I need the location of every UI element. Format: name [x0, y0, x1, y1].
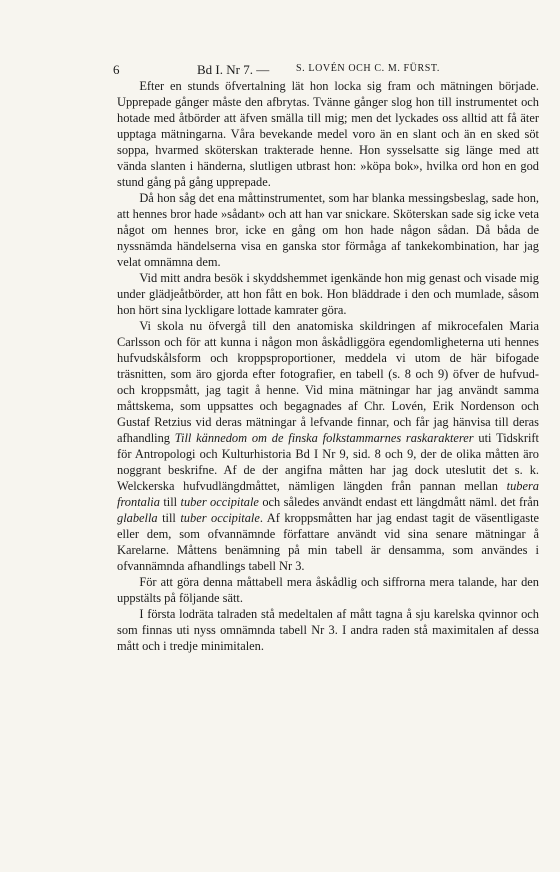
paragraph — [117, 574, 539, 606]
text-run: För att göra denna måttabell mera åskådlig och siffrorna mera talande, har den uppstälts på följande sätt. — [117, 575, 539, 605]
italic-citation: tuber occipitale — [180, 495, 259, 509]
paragraph — [117, 606, 539, 654]
paragraph — [117, 190, 539, 270]
paragraph — [117, 318, 539, 574]
text-run: Vi skola nu öfvergå till den anatomiska skildringen af mikrocefalen Maria Carlsson och för att kunna i någon mon åskådliggöra egendomligheterna uti hennes hufvudskålsform och kroppsproportioner, meddela vi utom de här bifogade träsnitten, som äro gjorda efter fotografier, en tabell (s. 8 och 9) öfver de hufvud- och kroppsmått, jag tagit å henne. Vid mina mätningar har jag användt samma måttskema, som uppsattes och begagnades af Chr. Lovén, Erik Nordenson och Gustaf Retzius vid deras mätningar å lefvande finnar, och får jag hänvisa till deras afhandling — [117, 319, 539, 445]
italic-citation: glabella — [117, 511, 158, 525]
text-run: Vid mitt andra besök i skyddshemmet igenkände hon mig genast och visade mig under glädjeåtbörder, att hon fått en bok. Hon bläddrade i den och mumlade, såsom hon hört sina lyckligare lottade kamrater göra. — [117, 271, 539, 317]
body-text — [117, 78, 539, 654]
italic-citation: tubera frontalia — [117, 479, 539, 509]
running-header — [113, 62, 543, 78]
paragraph — [117, 270, 539, 318]
text-run: Efter en stunds öfvertalning lät hon locka sig fram och mätningen började. Upprepade gånger måste den afbrytas. Tvänne gånger slog hon till instrumentet och hotade med åtbörder att äfven smälla till mig; men det lyckades oss alltid att få äter upptaga mätningarna. Våra bevekande medel voro än en slant och än en sked söt soppa, hvarmed sköterskan trakterade henne. Hon sysselsatte sig länge med att vända slanten i händerna, slutligen utbrast hon: »köpa bok», hvilka ord hon en god stund gång på gång upprepade. — [117, 79, 539, 189]
page-number: 6 — [113, 62, 120, 77]
italic-citation: tuber occipitale — [180, 511, 260, 525]
text-run: uti Tidskrift för Antropologi och Kulturhistoria Bd I Nr 9, sid. 8 och 9, der de olika måtten äro noggrant beskrifne. Af de der angifna måtten har jag dock uteslutit det s. k. Welckerska hufvudlängdmåttet, nämligen längden från pannan mellan — [117, 431, 539, 493]
text-run: och således användt endast ett längdmått näml. det från — [258, 495, 539, 509]
header-authors: S. LOVÉN OCH C. M. FÜRST. — [296, 63, 440, 74]
text-run: . Af kroppsmåtten har jag endast tagit de väsentligaste eller dem, som ofvannämnde författare användt vid sina senare mätningar å Karelarne. Måttens benämning på min tabell är densamma, som användes i ofvannämnda afhandlings tabell Nr 3. — [117, 511, 540, 573]
text-run: Då hon såg det ena måttinstrumentet, som har blanka messingsbeslag, sade hon, att hennes bror hade »sådant» och att han var snickare. Sköterskan sade sig icke veta något om hennes bror, icke en gång om hon hade någon sådan. Då båda de nyssnämda händelserna visa en ganska stor förmåga af tankekombination, har jag velat omnämna dem. — [117, 191, 539, 269]
volume-number: Bd I. Nr 7. — — [197, 62, 270, 77]
italic-citation: Till kännedom om de finska folkstammarnes raskarakterer — [174, 431, 474, 445]
text-run: I första lodräta talraden stå medeltalen af mått tagna å sju karelska qvinnor och som finnas uti nyss omnämnda tabell Nr 3. I andra raden stå maximitalen af dessa mått och i tredje minimitalen. — [117, 607, 539, 653]
text-run: till — [157, 511, 181, 525]
text-run: till — [159, 495, 181, 509]
paragraph — [117, 78, 539, 190]
